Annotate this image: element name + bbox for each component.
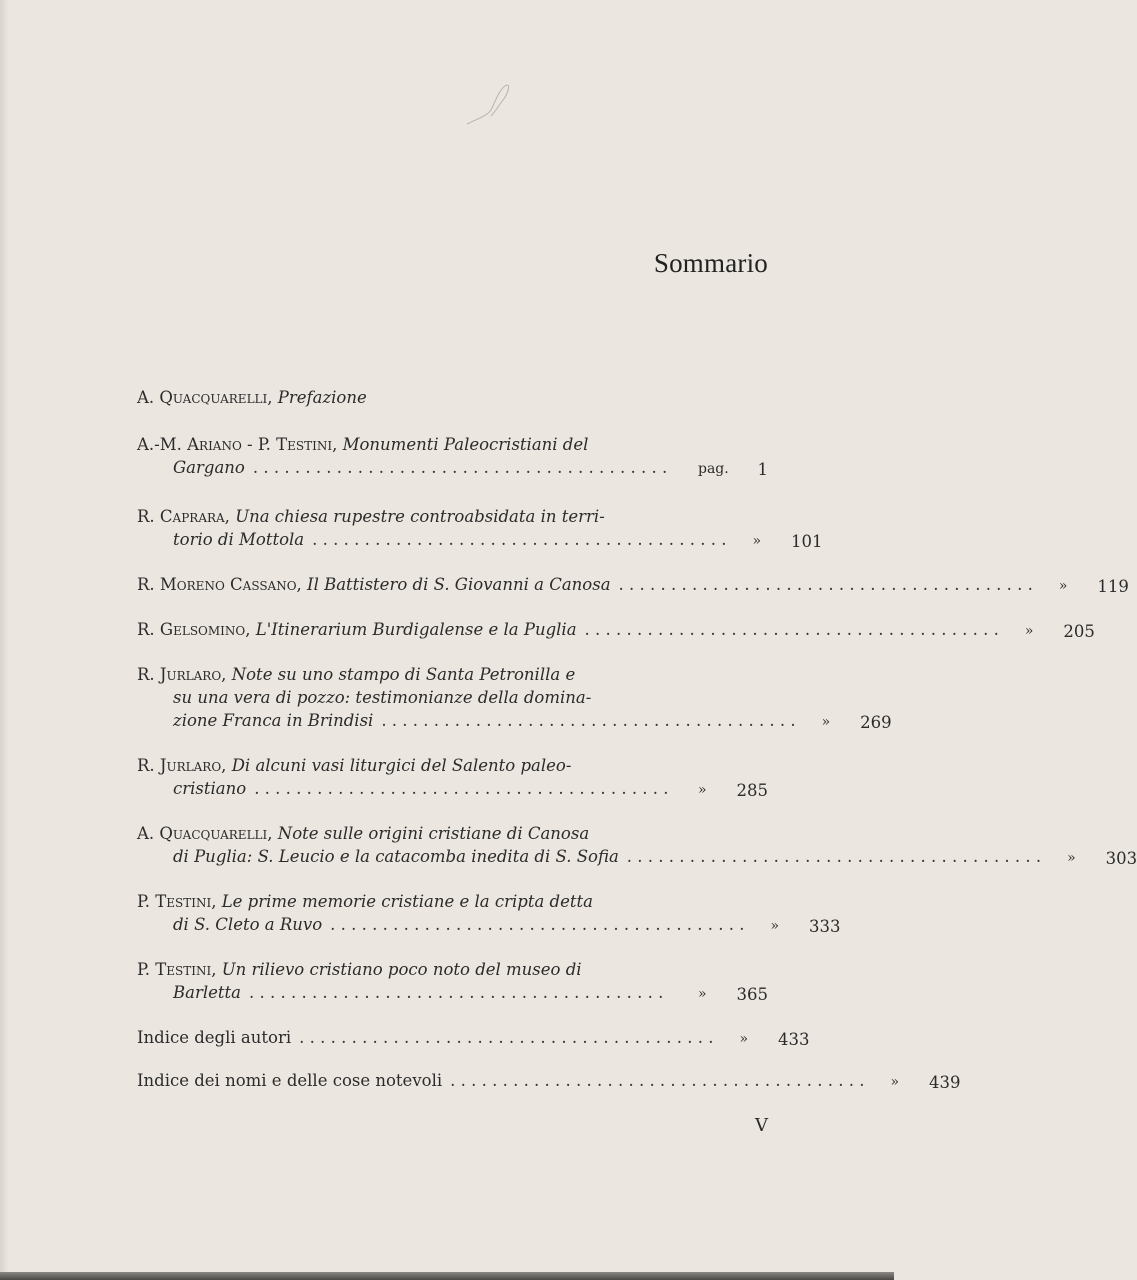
toc-title (173, 777, 246, 800)
toc-author: P. Testini, (137, 960, 217, 979)
toc-line (137, 958, 768, 981)
toc-title-text: Un rilievo cristiano poco noto del museo di (221, 960, 582, 979)
toc-title (137, 1026, 291, 1049)
page-prefix: » (821, 714, 831, 730)
toc-line (137, 505, 768, 528)
page-prefix: » (739, 1031, 749, 1047)
toc-title (173, 913, 322, 936)
dot-leader: . . . . . . . . . . . . . . . . . . . . . . . . . . . . . . . . . . . . . . . . (618, 575, 1033, 594)
page-value: 365 (736, 985, 768, 1004)
toc-title-text: Prefazione (277, 388, 367, 407)
toc-line (137, 433, 768, 456)
page-title: Sommario (653, 248, 768, 278)
page-edge-bottom (0, 1272, 894, 1280)
dot-leader: . . . . . . . . . . . . . . . . . . . . . . . . . . . . . . . . . . . . . . . . (249, 983, 664, 1002)
toc-line (137, 709, 892, 734)
toc-title-text: Una chiesa rupestre controabsidata in terri- (235, 507, 605, 526)
toc-author: P. Testini, (137, 892, 217, 911)
page-prefix: » (890, 1074, 900, 1090)
toc-title-text: Monumenti Paleocristiani del (342, 435, 589, 454)
toc-line (137, 386, 768, 409)
toc-title (173, 709, 373, 732)
toc-line (137, 981, 768, 1006)
toc-entry (137, 663, 892, 734)
page-reference[interactable] (727, 530, 823, 553)
page-value: 205 (1063, 622, 1095, 641)
toc-entry (137, 618, 1095, 643)
page-value: 285 (736, 781, 768, 800)
toc-title (173, 456, 245, 479)
toc-entry (137, 958, 768, 1006)
toc-title-text: Le prime memorie cristiane e la cripta detta (221, 892, 593, 911)
toc-line (137, 573, 1129, 598)
toc-line (137, 456, 768, 481)
toc-title-text: Gargano (173, 458, 245, 477)
toc-line (137, 618, 1095, 643)
toc-author: A.-M. Ariano - P. Testini, (137, 435, 338, 454)
toc-title-text: torio di Mottola (173, 530, 305, 549)
page-reference[interactable] (1033, 575, 1129, 598)
toc-title-text: Indice degli autori (137, 1028, 292, 1047)
dot-leader: . . . . . . . . . . . . . . . . . . . . . . . . . . . . . . . . . . . . . . . . (299, 1028, 714, 1047)
toc-title (137, 1069, 442, 1092)
page-reference[interactable] (672, 983, 768, 1006)
toc-title (137, 663, 575, 686)
toc-title-text: di S. Cleto a Ruvo (173, 915, 323, 934)
toc-line (137, 890, 768, 913)
table-of-contents (137, 386, 1137, 1094)
toc-title (137, 618, 577, 641)
toc-title (137, 505, 605, 528)
dot-leader: . . . . . . . . . . . . . . . . . . . . . . . . . . . . . . . . . . . . . . . . (254, 779, 669, 798)
pencil-mark-icon (465, 80, 525, 130)
toc-title (137, 958, 582, 981)
toc-author: R. Jurlaro, (137, 756, 227, 775)
toc-title-text: Barletta (173, 983, 241, 1002)
toc-entry (137, 505, 823, 553)
toc-author: A. Quacquarelli, (137, 824, 273, 843)
page-edge-left (0, 0, 8, 1280)
toc-line (137, 845, 1137, 870)
toc-author: A. Quacquarelli, (137, 388, 273, 407)
dot-leader: . . . . . . . . . . . . . . . . . . . . . . . . . . . . . . . . . . . . . . . . (626, 847, 1042, 866)
toc-author: R. Gelsomino, (137, 620, 251, 639)
toc-line (137, 777, 768, 802)
toc-title (173, 981, 241, 1004)
toc-entry (137, 890, 841, 938)
page-value: 119 (1097, 577, 1129, 596)
toc-entry (137, 573, 1129, 598)
page-prefix: » (1067, 850, 1076, 866)
toc-author: R. Jurlaro, (137, 665, 227, 684)
dot-leader: . . . . . . . . . . . . . . . . . . . . . . . . . . . . . . . . . . . . . . . . (252, 458, 668, 477)
page-value: 101 (791, 532, 823, 551)
page-reference[interactable] (796, 711, 892, 734)
toc-line (137, 1069, 961, 1094)
toc-title-text: Il Battistero di S. Giovanni a Canosa (307, 575, 611, 594)
toc-line (137, 822, 768, 845)
toc-title (173, 528, 304, 551)
toc-title-text: Di alcuni vasi liturgici del Salento paleo- (231, 756, 572, 775)
toc-title (137, 433, 588, 456)
toc-title (137, 890, 593, 913)
page-value: 269 (860, 713, 892, 732)
toc-title-text: di Puglia: S. Leucio e la catacomba inedita di S. Sofia (173, 847, 619, 866)
toc-title (173, 686, 591, 709)
toc-title (137, 386, 367, 409)
toc-author: R. Caprara, (137, 507, 230, 526)
page-prefix: » (1058, 578, 1068, 594)
toc-line (137, 663, 768, 686)
page-prefix: » (698, 986, 707, 1002)
toc-line (137, 686, 768, 709)
toc-title-text: Indice dei nomi e delle cose notevoli (137, 1071, 443, 1090)
toc-title (137, 754, 571, 777)
page-value: 1 (757, 460, 768, 479)
toc-title-text: su una vera di pozzo: testimonianze della domina- (173, 688, 592, 707)
toc-entry (137, 1069, 961, 1094)
dot-leader: . . . . . . . . . . . . . . . . . . . . . . . . . . . . . . . . . . . . . . . . (450, 1071, 865, 1090)
page-prefix: » (752, 533, 762, 549)
page-reference[interactable] (672, 779, 768, 802)
page-reference[interactable] (713, 1028, 809, 1051)
dot-leader: . . . . . . . . . . . . . . . . . . . . . . . . . . . . . . . . . . . . . . . . (312, 530, 727, 549)
page-value: 303 (1105, 849, 1137, 868)
toc-title-text: zione Franca in Brindisi (173, 711, 374, 730)
page-prefix: pag. (698, 461, 729, 477)
toc-line (137, 528, 823, 553)
toc-title-text: L'Itinerarium Burdigalense e la Puglia (255, 620, 577, 639)
toc-line (137, 754, 768, 777)
toc-entry (137, 822, 1137, 870)
page-number: V (755, 1115, 768, 1136)
toc-entry (137, 754, 768, 802)
toc-entry (137, 1026, 810, 1051)
dot-leader: . . . . . . . . . . . . . . . . . . . . . . . . . . . . . . . . . . . . . . . . (330, 915, 745, 934)
page-value: 433 (777, 1030, 810, 1049)
page-prefix: » (698, 782, 707, 798)
toc-entry (137, 433, 768, 481)
page-reference[interactable] (865, 1071, 961, 1094)
toc-title-text: Note su uno stampo di Santa Petronilla e (231, 665, 576, 684)
page-prefix: » (770, 918, 780, 934)
dot-leader: . . . . . . . . . . . . . . . . . . . . . . . . . . . . . . . . . . . . . . . . (584, 620, 999, 639)
page-reference[interactable] (999, 620, 1095, 643)
toc-title (137, 822, 589, 845)
dot-leader: . . . . . . . . . . . . . . . . . . . . . . . . . . . . . . . . . . . . . . . . (381, 711, 796, 730)
page-reference[interactable] (1041, 847, 1137, 870)
toc-author: R. Moreno Cassano, (137, 575, 302, 594)
toc-title (173, 845, 619, 868)
toc-line (137, 913, 841, 938)
toc-title-text: Note sulle origini cristiane di Canosa (277, 824, 590, 843)
toc-title (137, 573, 611, 596)
page-reference[interactable] (672, 458, 768, 481)
toc-entry (137, 386, 768, 409)
page-reference[interactable] (745, 915, 841, 938)
page-value: 333 (809, 917, 841, 936)
page-prefix: » (1024, 623, 1034, 639)
toc-line (137, 1026, 810, 1051)
page-value: 439 (929, 1073, 961, 1092)
toc-title-text: cristiano (173, 779, 247, 798)
